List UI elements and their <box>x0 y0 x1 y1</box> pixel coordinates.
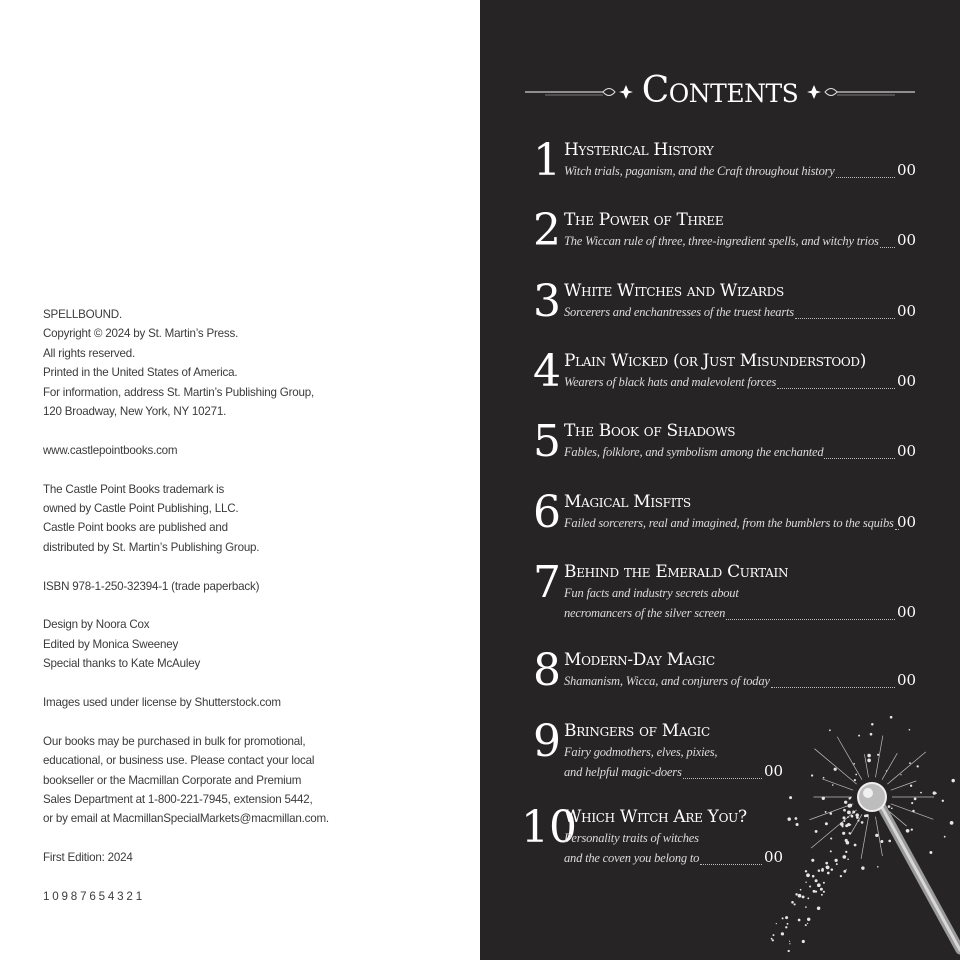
copyright-line: Our books may be purchased in bulk for promotional, <box>43 734 306 748</box>
magic-wand-icon <box>770 705 960 960</box>
dot-leader <box>836 177 895 178</box>
copyright-line: Copyright © 2024 by St. Martin’s Press. <box>43 327 239 341</box>
chapter-description: Fables, folklore, and symbolism among the enchanted <box>564 445 824 459</box>
copyright-line: owned by Castle Point Publishing, LLC. <box>43 502 239 516</box>
copyright-block <box>43 887 463 906</box>
page-number: 00 <box>897 671 917 689</box>
contents-header <box>480 70 960 116</box>
copyright-line: or by email at MacmillanSpecialMarkets@macmillan.com. <box>43 812 329 826</box>
copyright-line: 120 Broadway, New York, NY 10271. <box>43 405 227 419</box>
chapter-title[interactable]: Behind the Emerald Curtain <box>564 562 789 582</box>
chapter-title[interactable]: Bringers of Magic <box>564 721 710 741</box>
chapter-description: Failed sorcerers, real and imagined, from the bumblers to the squibs <box>564 516 894 530</box>
copyright-line: Castle Point books are published and <box>43 521 228 535</box>
copyright-block <box>43 577 463 596</box>
contents-page <box>480 0 960 960</box>
dot-leader <box>880 247 895 248</box>
chapter-number: 10 <box>521 802 577 853</box>
chapter-description: Sorcerers and enchantresses of the truest hearts <box>564 305 794 319</box>
chapter-number: 2 <box>533 205 561 256</box>
copyright-line: ISBN 978-1-250-32394-1 (trade paperback) <box>43 579 260 593</box>
contents-heading: Contents <box>641 70 799 111</box>
copyright-line: educational, or business use. Please contact your local <box>43 754 315 768</box>
dot-leader <box>824 458 895 459</box>
copyright-block <box>43 615 463 673</box>
copyright-line: The Castle Point Books trademark is <box>43 482 225 496</box>
page-number: 00 <box>897 302 917 320</box>
chapter-description: and helpful magic-doers <box>564 765 682 779</box>
page-number: 00 <box>897 513 917 531</box>
chapter-description: Witch trials, paganism, and the Craft throughout history <box>564 164 835 178</box>
page-number: 00 <box>897 161 917 179</box>
chapter-number: 7 <box>533 557 561 608</box>
copyright-line: All rights reserved. <box>43 346 136 360</box>
chapter-title[interactable]: Magical Misfits <box>564 492 691 512</box>
chapter-number: 8 <box>533 645 561 696</box>
chapter-title[interactable]: Hysterical History <box>564 140 714 160</box>
copyright-block <box>43 441 463 460</box>
chapter-description: necromancers of the silver screen <box>564 606 726 620</box>
chapter-description: Fairy godmothers, elves, pixies, <box>564 745 718 759</box>
chapter-title[interactable]: Plain Wicked (or Just Misunderstood) <box>564 351 867 371</box>
page-number: 00 <box>764 848 784 866</box>
copyright-block <box>43 480 463 558</box>
dot-leader <box>683 778 762 779</box>
page-number: 00 <box>897 603 917 621</box>
dot-leader <box>795 318 895 319</box>
copyright-line: SPELLBOUND. <box>43 308 122 321</box>
copyright-line: www.castlepointbooks.com <box>43 443 178 457</box>
page-number: 00 <box>897 442 917 460</box>
copyright-line: For information, address St. Martin’s Publishing Group, <box>43 385 315 399</box>
chapter-description: Wearers of black hats and malevolent forces <box>564 375 777 389</box>
copyright-line: distributed by St. Martin’s Publishing Group. <box>43 540 260 554</box>
copyright-block <box>43 848 463 867</box>
copyright-line: Sales Department at 1-800-221-7945, extension 5442, <box>43 793 313 807</box>
chapter-title[interactable]: White Witches and Wizards <box>564 281 784 301</box>
copyright-line: 1 0 9 8 7 6 5 4 3 2 1 <box>43 890 142 904</box>
dot-leader <box>777 388 895 389</box>
flourish-right-icon <box>795 82 915 102</box>
chapter-title[interactable]: Which Witch Are You? <box>564 807 747 827</box>
chapter-title[interactable]: The Book of Shadows <box>564 421 736 441</box>
chapter-description: The Wiccan rule of three, three-ingredient spells, and witchy trios <box>564 234 879 248</box>
chapter-number: 1 <box>533 135 561 186</box>
page-number: 00 <box>897 372 917 390</box>
chapter-title[interactable]: Modern-Day Magic <box>564 650 715 670</box>
copyright-line: Printed in the United States of America. <box>43 366 238 380</box>
chapter-description: Personality traits of witches <box>564 831 699 845</box>
chapter-number: 3 <box>533 276 561 327</box>
copyright-line: bookseller or the Macmillan Corporate and Premium <box>43 773 302 787</box>
copyright-line: Design by Noora Cox <box>43 618 150 632</box>
page-number: 00 <box>897 231 917 249</box>
copyright-line: Edited by Monica Sweeney <box>43 637 179 651</box>
copyright-block <box>43 732 463 829</box>
dot-leader <box>726 619 895 620</box>
copyright-block <box>43 305 463 421</box>
chapter-number: 5 <box>533 416 561 467</box>
chapter-description: and the coven you belong to <box>564 851 700 865</box>
copyright-line: First Edition: 2024 <box>43 851 133 865</box>
chapter-number: 6 <box>533 487 561 538</box>
chapter-description: Shamanism, Wicca, and conjurers of today <box>564 674 770 688</box>
copyright-line: Images used under license by Shutterstock.com <box>43 696 281 710</box>
copyright-text <box>43 305 463 926</box>
copyright-line: Special thanks to Kate McAuley <box>43 657 201 671</box>
dot-leader <box>771 687 895 688</box>
page-number: 00 <box>764 762 784 780</box>
chapter-number: 9 <box>533 716 561 767</box>
chapter-number: 4 <box>533 346 561 397</box>
chapter-description: Fun facts and industry secrets about <box>564 586 739 600</box>
copyright-block <box>43 693 463 712</box>
chapter-title[interactable]: The Power of Three <box>564 210 724 230</box>
dot-leader <box>700 864 762 865</box>
